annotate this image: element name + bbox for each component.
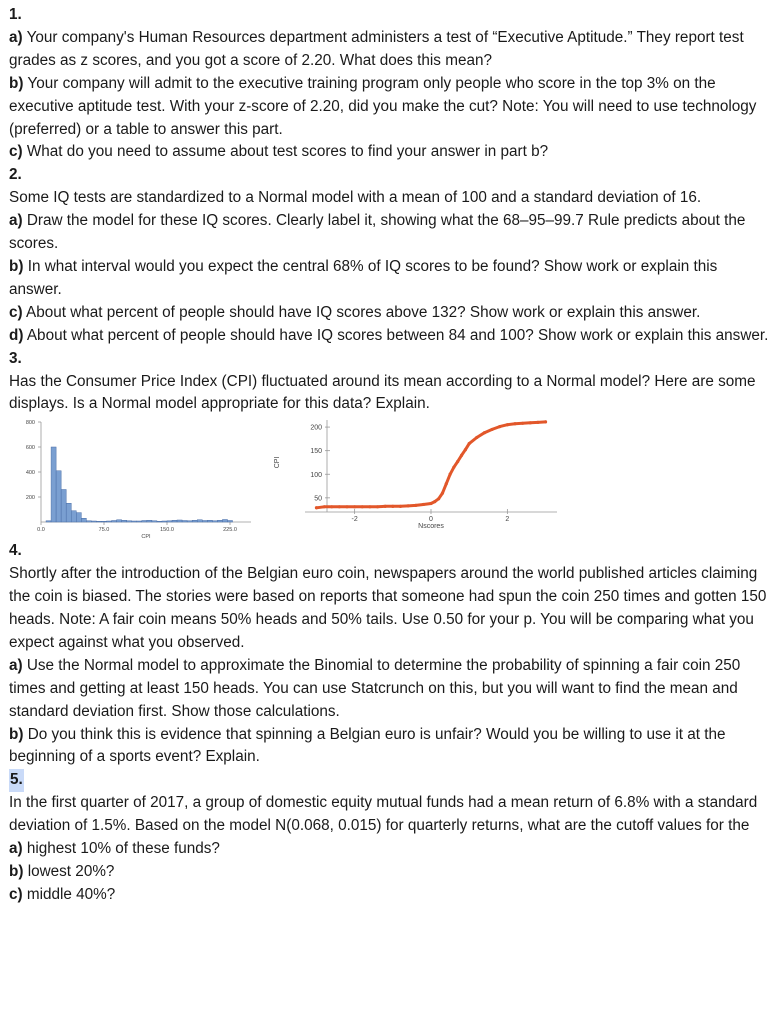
qq-point [368, 506, 371, 509]
question-2d [9, 325, 774, 348]
q2a-text: Draw the model for these IQ scores. Clearly label it, showing what the 68–95–99.7 Rule predicts about the scores. [9, 212, 746, 253]
qq-data-curve [317, 422, 546, 508]
hist-bar [56, 471, 61, 522]
question-1b [9, 73, 774, 142]
hist-bar [152, 521, 157, 522]
hist-y-tick-label: 400 [25, 470, 35, 477]
question-5-number: 5. [9, 769, 24, 792]
hist-bar [132, 521, 137, 522]
hist-x-tick-label: 150.0 [160, 527, 174, 534]
q2d-text: About what percent of people should have IQ scores between 84 and 100? Show work or explain this answer. [23, 326, 769, 344]
hist-bar [222, 520, 227, 523]
hist-x-axis-label: CPI [141, 534, 151, 541]
hist-bar [202, 521, 207, 523]
qq-point [521, 422, 524, 425]
qq-point [399, 505, 402, 508]
hist-bar [167, 521, 172, 522]
qq-point [506, 423, 509, 426]
hist-x-tick-label: 75.0 [98, 527, 110, 534]
document-body [9, 4, 774, 907]
hist-x-tick-label: 0.0 [37, 527, 45, 534]
q5b-label: b) [9, 863, 24, 880]
question-2a [9, 210, 774, 256]
question-4-intro: Shortly after the introduction of the Belgian euro coin, newspapers around the world published articles claiming the coin is biased. The stories were based on reports that someone had spun the coin 250 times and gotten 150 heads. Note: A fair coin means 50% heads and 50% tails. Use 0.50 for your p. You will be comparing what you expect against what you observed. [9, 565, 767, 651]
q5a-label: a) [9, 840, 23, 858]
qq-point [429, 502, 432, 505]
question-1c [9, 141, 774, 164]
q1c-label: c) [9, 143, 23, 161]
q2a-label: a) [9, 212, 23, 230]
cpi-displays [9, 416, 774, 540]
qq-x-axis-label: Nscores [418, 523, 444, 531]
question-3-number: 3. [9, 349, 22, 367]
hist-bar [217, 521, 222, 523]
hist-y-tick-label: 600 [25, 445, 35, 452]
q2b-label: b) [9, 257, 24, 275]
qq-y-tick-label: 200 [310, 424, 322, 432]
hist-bar [117, 520, 122, 522]
qq-point [490, 428, 493, 431]
question-4a [9, 655, 774, 724]
question-5a [9, 838, 774, 861]
qq-point [322, 506, 325, 509]
q2c-text: About what percent of people should have IQ scores above 132? Show work or explain this answer. [22, 303, 701, 321]
q4b-text: Do you think this is evidence that spinning a Belgian euro is unfair? Would you be willing to use it at the beginning of a sports event? Explain. [9, 725, 726, 766]
qq-point [468, 442, 471, 445]
hist-bar [112, 521, 117, 523]
hist-bar [66, 504, 71, 523]
hist-bar [147, 521, 152, 523]
hist-bar [227, 521, 232, 523]
hist-bar [61, 490, 66, 523]
hist-x-tick-label: 225.0 [223, 527, 237, 534]
hist-bar [172, 521, 177, 523]
qq-point [456, 460, 459, 463]
hist-bar [81, 519, 86, 523]
question-2b [9, 256, 774, 302]
cpi-histogram [9, 416, 259, 540]
qq-point [422, 503, 425, 506]
question-3-text: Has the Consumer Price Index (CPI) fluctuated around its mean according to a Normal model? Here are some displays. Is a Normal model appropriate for this data? Explain. [9, 372, 756, 413]
hist-bar [212, 521, 217, 522]
qq-point [315, 506, 318, 509]
qq-y-tick-label: 150 [310, 448, 322, 456]
hist-y-tick-label: 200 [25, 495, 35, 502]
q2c-label: c) [9, 303, 23, 321]
qq-point [460, 454, 463, 457]
qq-point [345, 506, 348, 509]
hist-bar [71, 511, 76, 522]
hist-bar [197, 520, 202, 522]
q4a-label: a) [9, 656, 23, 674]
qq-point [475, 436, 478, 439]
q4b-label: b) [9, 725, 24, 743]
qq-point [544, 421, 547, 424]
cpi-normal-probability-plot [259, 416, 559, 540]
question-1a [9, 27, 774, 73]
qq-point [433, 500, 436, 503]
hist-bar [137, 521, 142, 522]
qq-point [384, 505, 387, 508]
hist-bar [207, 521, 212, 523]
qq-point [330, 506, 333, 509]
hist-bar [46, 521, 51, 522]
q1c-text: What do you need to assume about test scores to find your answer in part b? [22, 143, 549, 161]
qq-point [513, 422, 516, 425]
qq-point [376, 506, 379, 509]
hist-bar [192, 521, 197, 523]
qq-point [529, 422, 532, 425]
qq-point [483, 431, 486, 434]
qq-y-axis-label: CPI [274, 456, 281, 469]
qq-point [361, 506, 364, 509]
q5a-text: highest 10% of these funds? [22, 840, 220, 858]
qq-point [338, 506, 341, 509]
hist-bar [96, 522, 101, 523]
question-2-number: 2. [9, 166, 22, 184]
q4a-text: Use the Normal model to approximate the Binomial to determine the probability of spinning a fair coin 250 times and getting at least 150 heads. You can use Statcrunch on this, but you will want to find the mean and standard deviation first. Show those calculations. [9, 656, 741, 720]
question-5-intro: In the first quarter of 2017, a group of domestic equity mutual funds had a mean return of 6.8% with a standard deviation of 1.5%. Based on the model N(0.068, 0.015) for quarterly returns, what are the cutoff values for the [9, 794, 758, 835]
hist-bar [86, 521, 91, 522]
q1a-text: Your company's Human Resources department administers a test of “Executive Aptitude.” They report test grades as z scores, and you got a score of 2.20. What does this mean? [9, 28, 744, 69]
hist-bar [107, 521, 112, 522]
qq-point [464, 448, 467, 451]
qq-point [441, 492, 444, 495]
qq-x-tick-label: 2 [505, 516, 510, 524]
qq-x-tick-label: 0 [429, 516, 433, 524]
q1a-label: a) [9, 28, 23, 46]
q2d-label: d) [9, 326, 24, 344]
question-5c [9, 884, 774, 907]
qq-point [445, 482, 448, 485]
question-4-number: 4. [9, 542, 22, 560]
qq-point [448, 473, 451, 476]
q1b-label: b) [9, 74, 24, 92]
question-5b [9, 861, 774, 884]
question-2-intro: Some IQ tests are standardized to a Normal model with a mean of 100 and a standard deviation of 16. [9, 189, 702, 207]
qq-x-tick-label: -2 [351, 516, 358, 524]
q1b-text: Your company will admit to the executive training program only people who score in the top 3% on the executive aptitude test. With your z-score of 2.20, did you make the cut? Note: You will need to use technology (preferred) or a table to answer this part. [9, 74, 757, 138]
hist-bar [187, 521, 192, 522]
hist-bar [182, 521, 187, 523]
hist-bar [142, 521, 147, 523]
question-4b [9, 724, 774, 770]
qq-y-tick-label: 100 [310, 472, 322, 480]
q5c-text: middle 40%? [22, 885, 116, 903]
hist-bar [101, 522, 106, 523]
qq-y-tick-label: 50 [314, 495, 322, 503]
qq-point [452, 466, 455, 469]
hist-bar [157, 522, 162, 523]
hist-bar [91, 521, 96, 522]
question-1-number: 1. [9, 6, 22, 23]
qq-point [391, 505, 394, 508]
q2b-text: In what interval would you expect the central 68% of IQ scores to be found? Show work or explain this answer. [9, 257, 718, 298]
qq-point [353, 506, 356, 509]
qq-point [437, 498, 440, 501]
hist-bar [177, 520, 182, 522]
q5c-label: c) [9, 885, 23, 903]
hist-bar [162, 521, 167, 522]
hist-bar [122, 521, 127, 523]
q5b-text: lowest 20%? [23, 863, 115, 880]
qq-point [498, 425, 501, 428]
qq-point [536, 421, 539, 424]
hist-bar [51, 447, 56, 522]
qq-point [406, 505, 409, 508]
hist-y-tick-label: 800 [25, 420, 35, 427]
question-2c [9, 302, 774, 325]
qq-point [414, 504, 417, 507]
hist-bar [127, 521, 132, 522]
hist-bar [76, 513, 81, 522]
